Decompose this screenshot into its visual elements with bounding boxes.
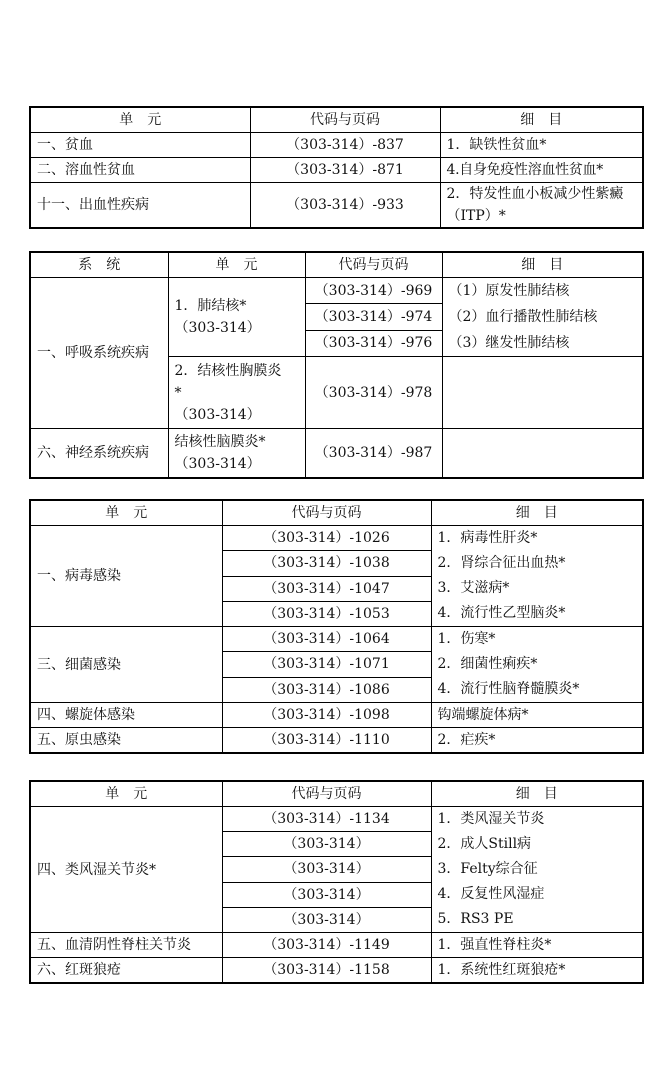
table-row (30, 526, 643, 551)
header-unit: 单 元 (168, 252, 305, 278)
detail-item: 2．肾综合征出血热* (437, 555, 566, 571)
unit-name: 结核性脑膜炎* (174, 433, 266, 450)
code-cell: （303-314）-1149 (222, 933, 431, 958)
table-header-row (30, 781, 643, 807)
code-cell: （303-314）-974 (305, 304, 442, 330)
code-cell: （303-314） (222, 882, 431, 907)
code-cell: （303-314）-1110 (222, 728, 431, 754)
code-cell: （303-314） (222, 832, 431, 857)
detail-item: 5．RS3 PE (437, 911, 514, 927)
table-anemia (29, 106, 644, 229)
code-cell: （303-314）-1038 (222, 551, 431, 576)
detail-cell (431, 807, 643, 933)
code-cell: （303-314）-871 (250, 158, 440, 183)
code-cell: （303-314） (222, 857, 431, 882)
code-cell: （303-314）-1064 (222, 627, 431, 652)
table-tuberculosis (29, 251, 644, 479)
header-code: 代码与页码 (222, 781, 431, 807)
code-cell: （303-314）-837 (250, 133, 440, 158)
detail-cell: 2．疟疾* (431, 728, 643, 754)
detail-item: 3．艾滋病* (437, 580, 510, 596)
header-detail: 细 目 (440, 107, 643, 133)
table-row (30, 278, 643, 304)
unit-code: （303-314） (174, 320, 261, 336)
table-infections (29, 499, 644, 754)
header-detail: 细 目 (431, 500, 643, 526)
detail-item: 1．伤寒* (437, 631, 496, 647)
detail-item: 4．流行性乙型脑炎* (437, 605, 566, 621)
header-detail: 细 目 (431, 781, 643, 807)
detail-item: （1）原发性肺结核 (448, 283, 570, 299)
table-row (30, 158, 643, 183)
code-cell: （303-314）-1071 (222, 652, 431, 677)
table-row (30, 133, 643, 158)
detail-item: 1．类风湿关节炎 (437, 811, 545, 827)
detail-item: （3）继发性肺结核 (448, 335, 570, 351)
unit-name: 1．肺结核* (174, 298, 247, 314)
detail-item: （2）血行播散性肺结核 (448, 309, 598, 325)
detail-item: 4．反复性风湿症 (437, 886, 545, 902)
code-cell: （303-314） (222, 907, 431, 932)
unit-cell: 四、类风湿关节炎* (30, 807, 222, 933)
unit-code: （303-314） (174, 406, 261, 423)
detail-item: 1．病毒性肝炎* (437, 530, 538, 546)
system-cell: 六、神经系统疾病 (30, 429, 168, 478)
detail-cell: 2．特发性血小板减少性紫癜（ITP）* (440, 183, 643, 229)
unit-cell: 五、血清阴性脊柱关节炎 (30, 933, 222, 958)
unit-cell: 二、溶血性贫血 (30, 158, 250, 183)
table-row (30, 429, 643, 478)
header-code: 代码与页码 (250, 107, 440, 133)
unit-cell: 五、原虫感染 (30, 728, 222, 754)
header-unit: 单 元 (30, 781, 222, 807)
unit-mark: * (174, 384, 182, 401)
unit-cell: 一、贫血 (30, 133, 250, 158)
detail-item: 4．流行性脑脊髓膜炎* (437, 681, 580, 697)
unit-code: （303-314） (174, 455, 261, 472)
header-unit: 单 元 (30, 107, 250, 133)
code-cell: （303-314）-987 (305, 429, 442, 478)
unit-cell: 四、螺旋体感染 (30, 703, 222, 728)
code-cell: （303-314）-933 (250, 183, 440, 229)
detail-cell: 4.自身免疫性溶血性贫血* (440, 158, 643, 183)
table-row (30, 807, 643, 832)
table-header-row (30, 252, 643, 278)
unit-cell: 十一、出血性疾病 (30, 183, 250, 229)
header-code: 代码与页码 (222, 500, 431, 526)
table-header-row (30, 500, 643, 526)
unit-cell: 一、病毒感染 (30, 526, 222, 627)
code-cell: （303-314）-978 (305, 357, 442, 429)
unit-cell: 三、细菌感染 (30, 627, 222, 703)
unit-cell: 六、红斑狼疮 (30, 958, 222, 984)
table-row (30, 627, 643, 652)
code-cell: （303-314）-1134 (222, 807, 431, 832)
header-unit: 单 元 (30, 500, 222, 526)
table-row (30, 703, 643, 728)
unit-name: 2．结核性胸膜炎 (174, 362, 282, 379)
detail-cell (431, 526, 643, 627)
table-rheumatology (29, 780, 644, 984)
code-cell: （303-314）-1053 (222, 601, 431, 626)
table-row (30, 183, 643, 229)
unit-cell (168, 429, 305, 478)
detail-cell: 1．缺铁性贫血* (440, 133, 643, 158)
code-cell: （303-314）-1047 (222, 576, 431, 601)
unit-cell (168, 278, 305, 357)
detail-cell: 1．系统性红斑狼疮* (431, 958, 643, 984)
detail-item: 2．成人Still病 (437, 836, 532, 852)
table-row (30, 933, 643, 958)
detail-item: 2．细菌性痢疾* (437, 656, 538, 672)
table-row (30, 958, 643, 984)
detail-cell: 1．强直性脊柱炎* (431, 933, 643, 958)
detail-cell (442, 357, 643, 429)
table-row (30, 728, 643, 754)
detail-item: 3．Felty综合征 (437, 861, 538, 877)
detail-cell (442, 429, 643, 478)
code-cell: （303-314）-1098 (222, 703, 431, 728)
header-system: 系 统 (30, 252, 168, 278)
detail-cell: 钩端螺旋体病* (431, 703, 643, 728)
table-header-row (30, 107, 643, 133)
header-code: 代码与页码 (305, 252, 442, 278)
code-cell: （303-314）-969 (305, 278, 442, 304)
code-cell: （303-314）-1026 (222, 526, 431, 551)
code-cell: （303-314）-976 (305, 330, 442, 356)
code-cell: （303-314）-1086 (222, 677, 431, 702)
detail-cell (442, 278, 643, 357)
unit-cell (168, 357, 305, 429)
system-cell: 一、呼吸系统疾病 (30, 278, 168, 429)
header-detail: 细 目 (442, 252, 643, 278)
detail-cell (431, 627, 643, 703)
code-cell: （303-314）-1158 (222, 958, 431, 984)
